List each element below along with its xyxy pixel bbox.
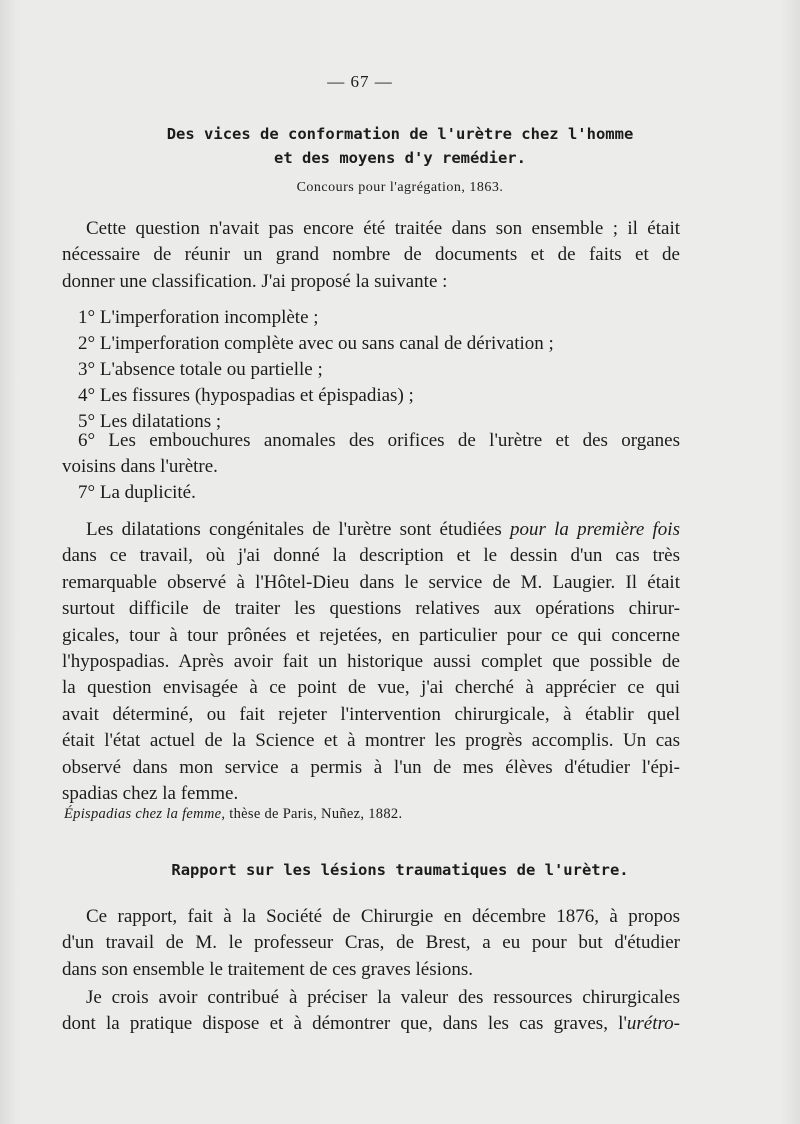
section2-paragraph-2 (62, 985, 680, 1038)
citation (64, 806, 402, 823)
list-item-3: 3° L'absence totale ou partielle ; (78, 359, 323, 380)
s2p1-line-1: Ce rapport, fait à la Société de Chirurgie en décembre 1876, à propos (86, 906, 680, 927)
s2p2-line-1: Je crois avoir contribué à préciser la valeur des ressources chirurgicales (86, 987, 680, 1008)
s2p1-line-3: dans son ensemble le traitement de ces graves lésions. (62, 958, 474, 980)
body-line-1-italic: pour la première fois (510, 519, 680, 540)
body-line-11: spadias chez la femme. (62, 783, 239, 805)
s2p2-line-2-italic: urétro- (626, 1013, 680, 1035)
body-line-9: était l'état actuel de la Science et à montrer les progrès accomplis. Un cas (62, 730, 680, 752)
body-line-1-text: Les dilatations congénitales de l'urètre sont étudiées (86, 519, 510, 540)
section1-title (60, 122, 740, 170)
section1-title-line1: Des vices de conformation de l'urètre chez l'homme (166, 125, 634, 143)
body-line-8: avait déterminé, ou fait rejeter l'intervention chirurgicale, à établir quel (62, 703, 680, 725)
page-number: — 67 — (327, 72, 393, 91)
body-line-7: la question envisagée à ce point de vue, j'ai cherché à apprécier ce qui (62, 677, 680, 699)
body-line-4: surtout difficile de traiter les questions relatives aux opérations chirur- (62, 598, 680, 620)
list-item-6 (78, 428, 680, 454)
list-item-6-continued: voisins dans l'urètre. (62, 456, 218, 477)
body-line-10: observé dans mon service a permis à l'un de mes élèves d'étudier l'épi- (62, 756, 680, 778)
list-item-6-line1: 6° Les embouchures anomales des orifices de l'urètre et des organes (78, 430, 680, 451)
section1-title-line2: et des moyens d'y remédier. (274, 149, 526, 167)
intro-line-2: nécessaire de réunir un grand nombre de documents et de faits et de (62, 244, 680, 266)
body-line-3: remarquable observé à l'Hôtel-Dieu dans le service de M. Laugier. Il était (62, 571, 680, 593)
list-item-5: 5° Les dilatations ; (78, 411, 222, 432)
section1-subtitle: Concours pour l'agrégation, 1863. (296, 180, 504, 195)
intro-line-3: donner une classification. J'ai proposé la suivante : (62, 270, 448, 292)
body-line-2: dans ce travail, où j'ai donné la description et le dessin d'un cas très (62, 545, 680, 567)
section2-paragraph-1 (62, 904, 680, 983)
body-line-1 (62, 517, 680, 543)
list-item-4: 4° Les fissures (hypospadias et épispadias) ; (78, 385, 414, 406)
s2p2-line-2-text: dont la pratique dispose et à démontrer que, dans les cas graves, l' (62, 1013, 627, 1035)
list-item-2: 2° L'imperforation complète avec ou sans canal de dérivation ; (78, 333, 554, 354)
section2-title: Rapport sur les lésions traumatiques de l'urètre. (171, 861, 629, 879)
s2p2-line-2 (62, 1011, 680, 1037)
body-line-5: gicales, tour à tour prônées et rejetées, en particulier pour ce qui concerne (62, 624, 680, 646)
citation-source: thèse de Paris, Nuñez, 1882. (225, 806, 403, 822)
list-item-1: 1° L'imperforation incomplète ; (78, 307, 319, 328)
intro-line-1: Cette question n'avait pas encore été traitée dans son ensemble ; il était (86, 218, 680, 239)
body-line-6: l'hypospadias. Après avoir fait un historique aussi complet que possible de (62, 651, 680, 673)
section1-intro-paragraph (62, 216, 680, 295)
citation-title: Épispadias chez la femme, (64, 806, 226, 822)
list-item-7: 7° La duplicité. (78, 482, 196, 503)
section1-body-paragraph (62, 517, 680, 807)
s2p1-line-2: d'un travail de M. le professeur Cras, de Brest, a eu pour but d'étudier (62, 932, 680, 954)
